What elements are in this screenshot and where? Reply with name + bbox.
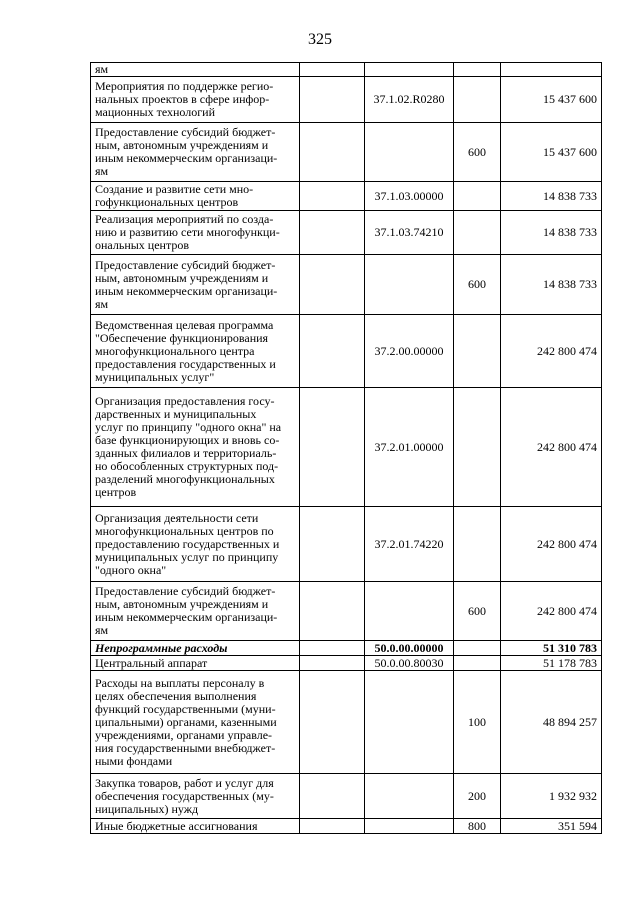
row-code: 37.1.02.R0280 (365, 77, 454, 123)
table-row (91, 77, 602, 123)
row-type (454, 656, 501, 671)
row-type: 800 (454, 819, 501, 834)
row-name: Организация предоставления госу- дарственных и муниципальных услуг по принципу "одного окна" на базе функционирующих и вновь со- зданных филиалов и территориаль- но обособленных структурных под- разделений многофункциональных центров (91, 388, 300, 507)
table-row (91, 641, 602, 656)
row-amount (501, 63, 602, 77)
empty-cell (300, 123, 365, 182)
table-row (91, 582, 602, 641)
row-type (454, 315, 501, 388)
row-type (454, 182, 501, 211)
row-code (365, 255, 454, 315)
empty-cell (300, 182, 365, 211)
row-code: 37.1.03.74210 (365, 211, 454, 255)
row-amount: 242 800 474 (501, 388, 602, 507)
row-code: 50.0.00.80030 (365, 656, 454, 671)
row-code: 50.0.00.00000 (365, 641, 454, 656)
row-name: Центральный аппарат (91, 656, 300, 671)
row-type: 600 (454, 255, 501, 315)
empty-cell (300, 656, 365, 671)
page-number: 325 (308, 31, 332, 48)
row-code (365, 774, 454, 819)
row-amount: 14 838 733 (501, 255, 602, 315)
row-amount: 1 932 932 (501, 774, 602, 819)
empty-cell (300, 77, 365, 123)
row-type: 600 (454, 582, 501, 641)
row-name: Ведомственная целевая программа "Обеспечение функционирования многофункционального центра предоставления государственных и муниципальных услуг" (91, 315, 300, 388)
row-code: 37.1.03.00000 (365, 182, 454, 211)
row-amount: 242 800 474 (501, 315, 602, 388)
row-name: Закупка товаров, работ и услуг для обеспечения государственных (му- ниципальных) нужд (91, 774, 300, 819)
table-row (91, 656, 602, 671)
row-name: Предоставление субсидий бюджет- ным, автономным учреждениям и иным некоммерческим организаци- ям (91, 582, 300, 641)
row-name: Предоставление субсидий бюджет- ным, автономным учреждениям и иным некоммерческим организаци- ям (91, 255, 300, 315)
budget-table (90, 62, 602, 834)
row-code (365, 63, 454, 77)
row-type: 100 (454, 671, 501, 774)
empty-cell (300, 211, 365, 255)
empty-cell (300, 582, 365, 641)
row-type (454, 63, 501, 77)
row-amount: 242 800 474 (501, 582, 602, 641)
table-row (91, 819, 602, 834)
table-row (91, 774, 602, 819)
row-type (454, 388, 501, 507)
row-name: Расходы на выплаты персоналу в целях обеспечения выполнения функций государственными (муни- ципальными) органами, казенными учреждениями, органами управле- ния государственными внебюджет- ными фондами (91, 671, 300, 774)
row-amount: 48 894 257 (501, 671, 602, 774)
row-amount: 15 437 600 (501, 123, 602, 182)
row-code (365, 671, 454, 774)
row-name: Иные бюджетные ассигнования (91, 819, 300, 834)
table-row (91, 507, 602, 582)
row-code: 37.2.01.74220 (365, 507, 454, 582)
empty-cell (300, 388, 365, 507)
row-name: Предоставление субсидий бюджет- ным, автономным учреждениям и иным некоммерческим организаци- ям (91, 123, 300, 182)
table-row (91, 123, 602, 182)
row-code: 37.2.00.00000 (365, 315, 454, 388)
row-name: Организация деятельности сети многофункциональных центров по предоставлению государственных и муниципальных услуг по принципу "одного окна" (91, 507, 300, 582)
table-row (91, 63, 602, 77)
row-amount: 242 800 474 (501, 507, 602, 582)
table-row (91, 388, 602, 507)
table-row (91, 315, 602, 388)
empty-cell (300, 63, 365, 77)
row-code: 37.2.01.00000 (365, 388, 454, 507)
row-amount: 15 437 600 (501, 77, 602, 123)
row-code (365, 123, 454, 182)
row-amount: 51 178 783 (501, 656, 602, 671)
empty-cell (300, 819, 365, 834)
row-code (365, 819, 454, 834)
empty-cell (300, 774, 365, 819)
row-type (454, 211, 501, 255)
row-name: ям (91, 63, 300, 77)
row-name: Создание и развитие сети мно- гофункциональных центров (91, 182, 300, 211)
empty-cell (300, 255, 365, 315)
empty-cell (300, 507, 365, 582)
row-name: Мероприятия по поддержке регио- нальных проектов в сфере инфор- мационных технологий (91, 77, 300, 123)
row-name: Непрограммные расходы (91, 641, 300, 656)
table-row (91, 211, 602, 255)
row-type (454, 507, 501, 582)
table-row (91, 255, 602, 315)
empty-cell (300, 671, 365, 774)
row-amount: 351 594 (501, 819, 602, 834)
row-type (454, 641, 501, 656)
empty-cell (300, 315, 365, 388)
row-type: 600 (454, 123, 501, 182)
empty-cell (300, 641, 365, 656)
row-amount: 51 310 783 (501, 641, 602, 656)
table-row (91, 182, 602, 211)
table-row (91, 671, 602, 774)
row-type (454, 77, 501, 123)
row-amount: 14 838 733 (501, 182, 602, 211)
row-code (365, 582, 454, 641)
row-amount: 14 838 733 (501, 211, 602, 255)
row-type: 200 (454, 774, 501, 819)
row-name: Реализация мероприятий по созда- нию и развитию сети многофункци- ональных центров (91, 211, 300, 255)
